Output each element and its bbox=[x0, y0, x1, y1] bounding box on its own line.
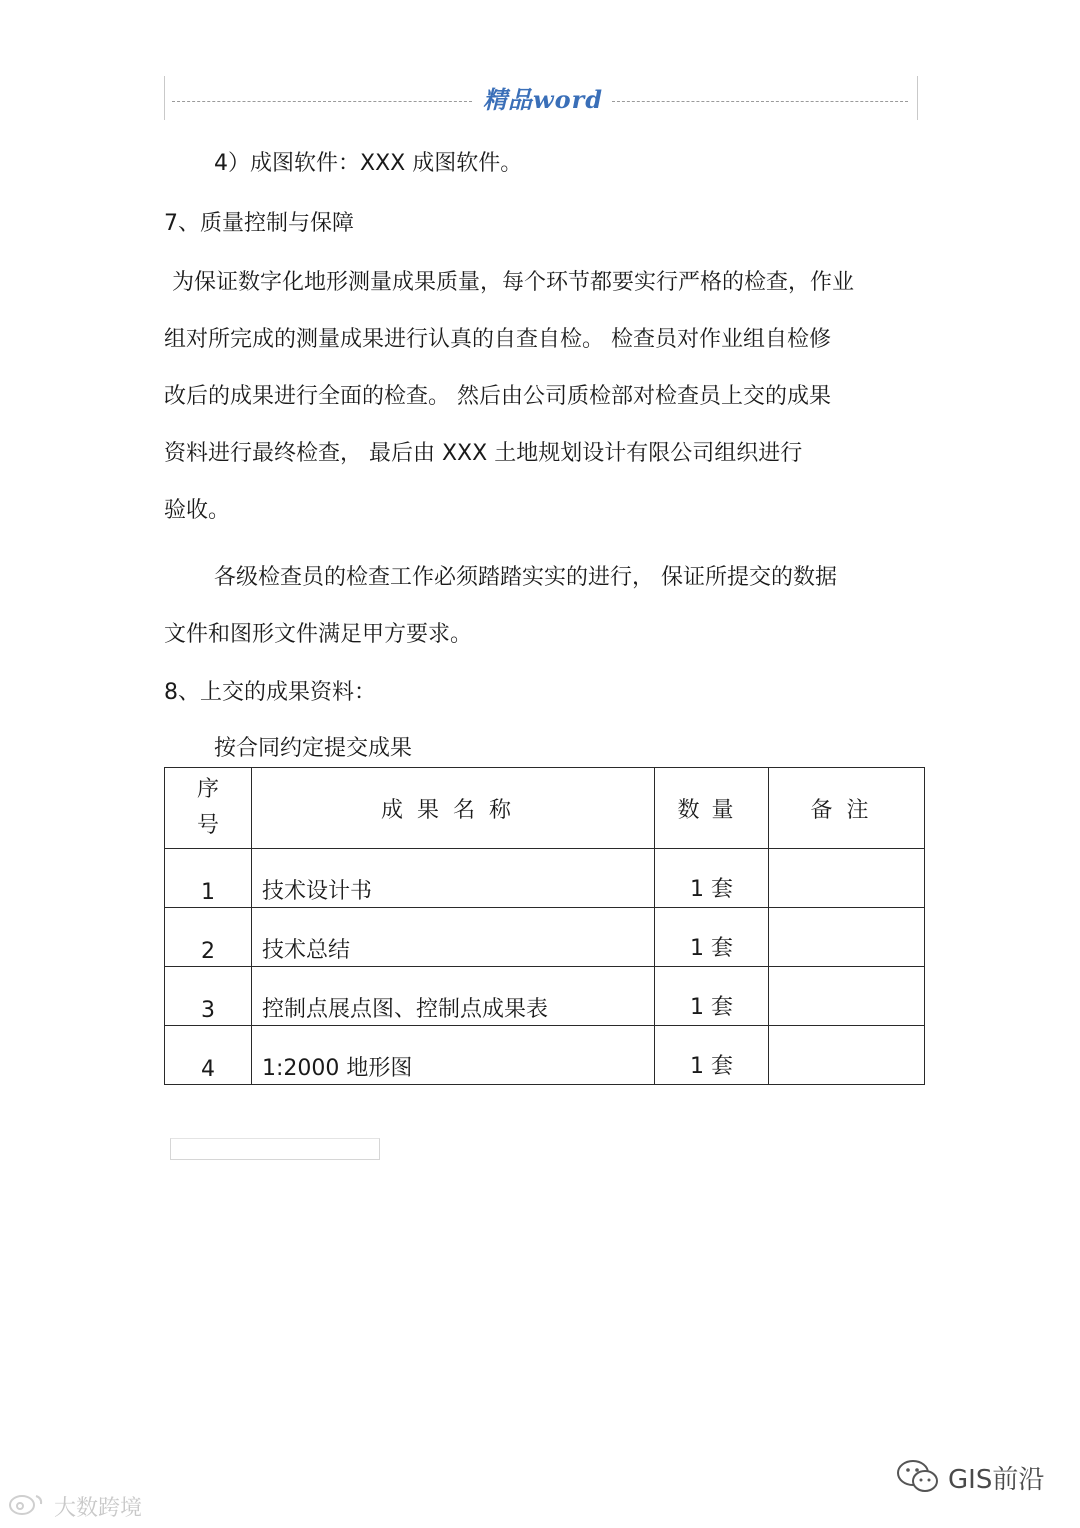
header-name: 成果名称 bbox=[252, 768, 655, 849]
empty-text-box bbox=[170, 1138, 380, 1160]
cell-note bbox=[769, 849, 925, 908]
cell-qty: 1 套 bbox=[655, 967, 769, 1026]
cell-name: 技术设计书 bbox=[252, 849, 655, 908]
cell-name: 技术总结 bbox=[252, 908, 655, 967]
cell-seq: 2 bbox=[165, 908, 252, 967]
section-8-title: 8、上交的成果资料： bbox=[164, 680, 376, 705]
table-row bbox=[165, 849, 925, 908]
cell-seq: 1 bbox=[165, 849, 252, 908]
weibo-logo-icon bbox=[8, 1490, 48, 1522]
table-header-row bbox=[165, 768, 925, 849]
header-dashed-line-right bbox=[612, 101, 908, 102]
cell-seq: 4 bbox=[165, 1026, 252, 1085]
cell-note bbox=[769, 908, 925, 967]
table-row bbox=[165, 967, 925, 1026]
cell-qty: 1 套 bbox=[655, 849, 769, 908]
section-8-intro: 按合同约定提交成果 bbox=[214, 736, 413, 761]
cell-qty: 1 套 bbox=[655, 1026, 769, 1085]
section-7-paragraph-line: 改后的成果进行全面的检查。 然后由公司质检部对检查员上交的成果 bbox=[164, 384, 831, 409]
cell-name: 控制点展点图、控制点成果表 bbox=[252, 967, 655, 1026]
section-7-paragraph-line: 资料进行最终检查， 最后由 XXX 土地规划设计有限公司组织进行 bbox=[164, 441, 803, 466]
section-7-title: 7、质量控制与保障 bbox=[164, 211, 354, 236]
watermark-left bbox=[8, 1490, 142, 1522]
section-7-paragraph-2-line: 文件和图形文件满足甲方要求。 bbox=[164, 622, 473, 647]
section-7-paragraph-line: 为保证数字化地形测量成果质量，每个环节都要实行严格的检查，作业 bbox=[172, 270, 855, 295]
section-7-paragraph-line: 组对所完成的测量成果进行认真的自查自检。 检查员对作业组自检修 bbox=[164, 327, 831, 352]
watermark-right bbox=[896, 1458, 1044, 1496]
wechat-icon bbox=[896, 1458, 940, 1496]
header-seq bbox=[165, 768, 252, 849]
header-qty: 数量 bbox=[655, 768, 769, 849]
section-7-paragraph-2-line: 各级检查员的检查工作必须踏踏实实的进行， 保证所提交的数据 bbox=[214, 565, 837, 590]
section-7-paragraph-line: 验收。 bbox=[164, 498, 231, 523]
header-dashed-line-left bbox=[172, 101, 472, 102]
watermark-right-text: GIS前沿 bbox=[948, 1464, 1045, 1495]
header-brand-mark: 精品word bbox=[482, 85, 604, 114]
cell-name: 1:2000 地形图 bbox=[252, 1026, 655, 1085]
table-row bbox=[165, 1026, 925, 1085]
cell-note bbox=[769, 1026, 925, 1085]
header-seq-line: 序 bbox=[196, 777, 219, 802]
software-item: 4）成图软件：XXX 成图软件。 bbox=[214, 151, 523, 176]
cell-note bbox=[769, 967, 925, 1026]
cell-seq: 3 bbox=[165, 967, 252, 1026]
header-seq-line: 号 bbox=[196, 813, 219, 838]
watermark-left-text: 大数跨境 bbox=[54, 1495, 143, 1521]
cell-qty: 1 套 bbox=[655, 908, 769, 967]
table-row bbox=[165, 908, 925, 967]
header-note: 备注 bbox=[769, 768, 925, 849]
results-table bbox=[164, 767, 925, 1085]
